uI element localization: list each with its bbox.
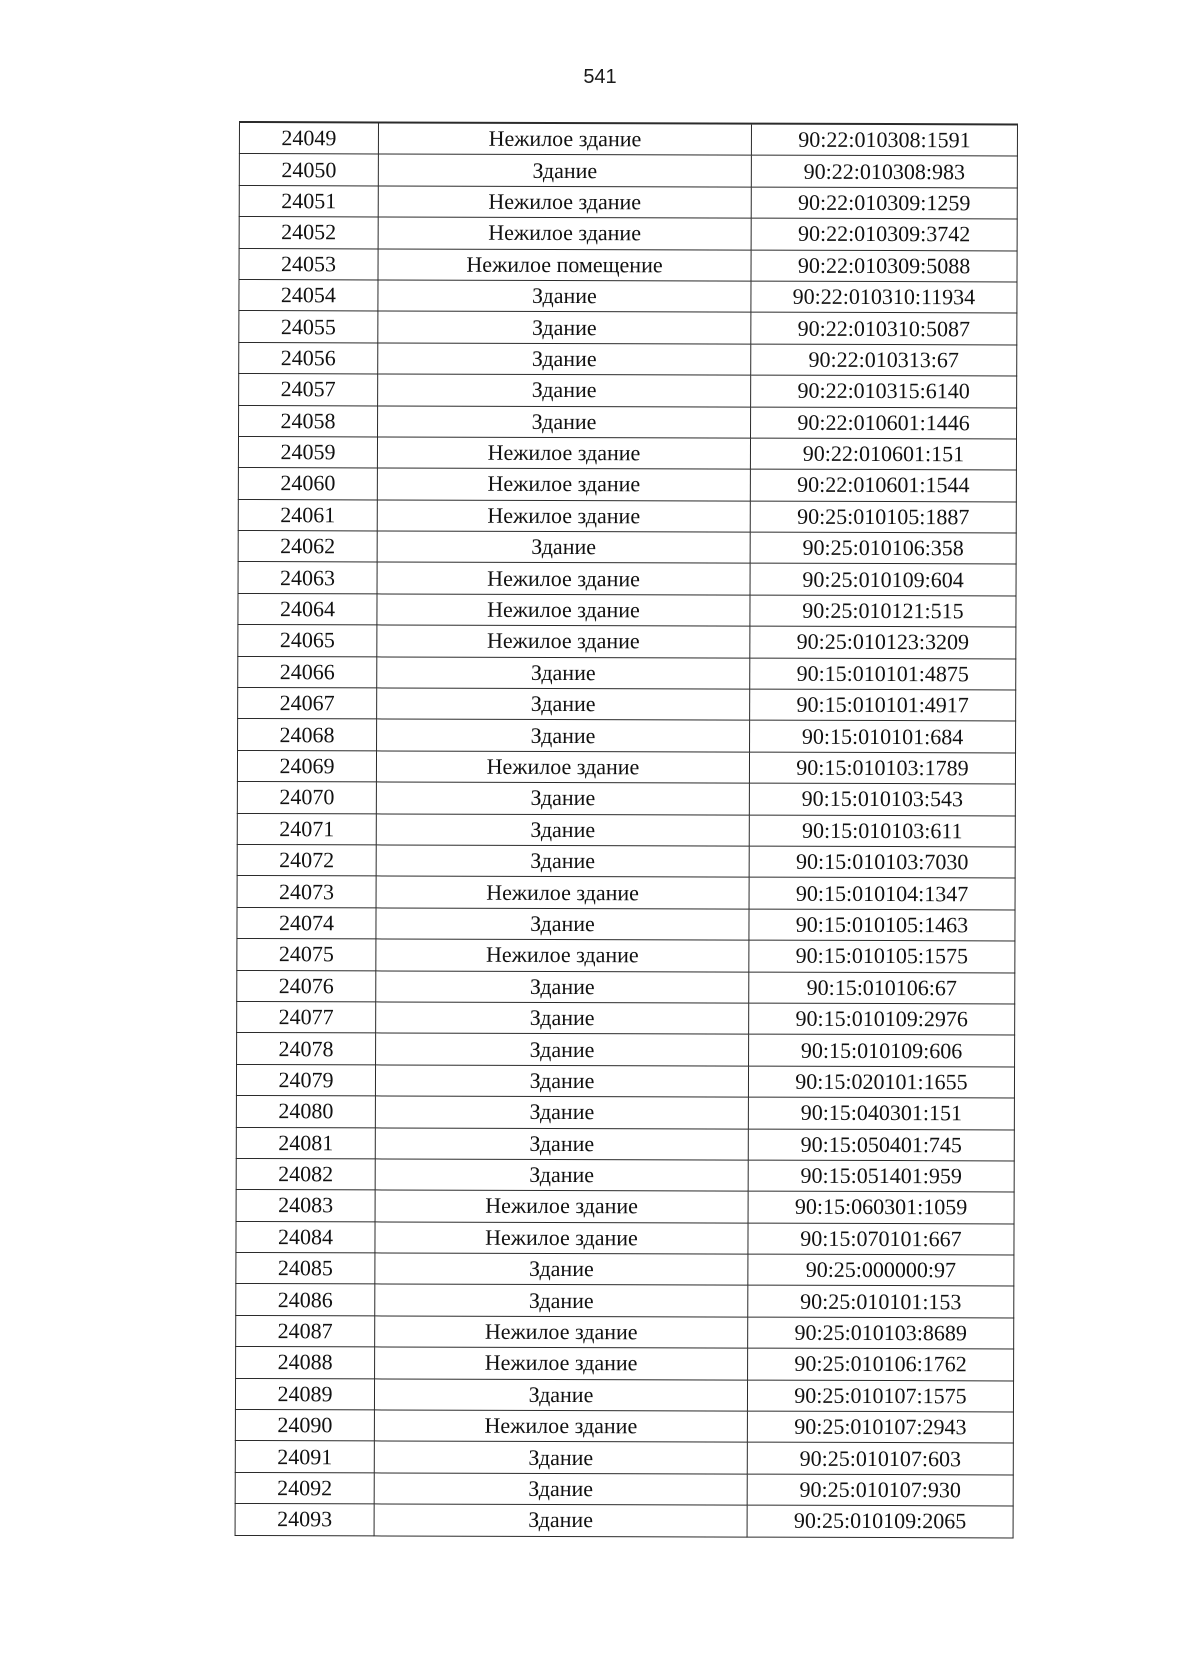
table-row [236, 1347, 1014, 1381]
object-type-cell: Здание [378, 154, 751, 187]
object-type-cell: Нежилое здание [378, 122, 751, 155]
row-number-cell: 24079 [236, 1064, 375, 1096]
table-row [237, 782, 1015, 816]
object-type-cell: Нежилое здание [377, 594, 750, 627]
object-type-cell: Здание [375, 1127, 748, 1160]
cadastral-number-cell: 90:15:010105:1463 [749, 909, 1015, 941]
object-type-cell: Здание [376, 908, 749, 941]
object-type-cell: Нежилое здание [376, 939, 749, 972]
row-number-cell: 24089 [235, 1378, 374, 1410]
table-row [237, 750, 1015, 784]
row-number-cell: 24086 [236, 1284, 375, 1316]
table-row [237, 1033, 1015, 1067]
table-row [238, 468, 1016, 502]
row-number-cell: 24056 [239, 342, 378, 374]
table-row [236, 1221, 1014, 1255]
row-number-cell: 24088 [236, 1347, 375, 1379]
cadastral-number-cell: 90:15:010103:611 [749, 815, 1015, 847]
row-number-cell: 24087 [236, 1315, 375, 1347]
object-type-cell: Здание [375, 1284, 748, 1317]
object-type-cell: Здание [377, 688, 750, 721]
table-row [236, 1064, 1014, 1098]
object-type-cell: Нежилое здание [375, 1222, 748, 1255]
cadastral-number-cell: 90:22:010309:5088 [751, 250, 1017, 282]
cadastral-number-cell: 90:15:040301:151 [748, 1097, 1014, 1129]
row-number-cell: 24060 [238, 468, 377, 500]
object-type-cell: Нежилое здание [377, 468, 750, 501]
cadastral-number-cell: 90:15:010103:7030 [749, 846, 1015, 878]
object-type-cell: Здание [376, 1002, 749, 1035]
row-number-cell: 24077 [237, 1001, 376, 1033]
cadastral-number-cell: 90:25:010106:358 [750, 532, 1016, 564]
object-type-cell: Нежилое здание [376, 876, 749, 909]
cadastral-number-cell: 90:22:010315:6140 [751, 375, 1017, 407]
object-type-cell: Здание [378, 311, 751, 344]
table-row [239, 374, 1017, 408]
object-type-cell: Нежилое здание [375, 1347, 748, 1380]
cadastral-number-cell: 90:15:010103:543 [749, 783, 1015, 815]
cadastral-number-cell: 90:15:060301:1059 [748, 1191, 1014, 1223]
object-type-cell: Здание [376, 1033, 749, 1066]
table-row [235, 1441, 1013, 1475]
table-row [239, 185, 1017, 219]
table-row [236, 1127, 1014, 1161]
cadastral-number-cell: 90:22:010310:5087 [751, 312, 1017, 344]
cadastral-number-cell: 90:25:010101:153 [748, 1286, 1014, 1318]
object-type-cell: Здание [376, 845, 749, 878]
object-type-cell: Нежилое здание [377, 562, 750, 595]
cadastral-number-cell: 90:25:010121:515 [750, 595, 1016, 627]
table-row [237, 1001, 1015, 1035]
table-row [236, 1315, 1014, 1349]
row-number-cell: 24072 [237, 844, 376, 876]
cadastral-number-cell: 90:15:010106:67 [749, 972, 1015, 1004]
row-number-cell: 24052 [239, 217, 378, 249]
row-number-cell: 24073 [237, 876, 376, 908]
row-number-cell: 24049 [239, 122, 378, 154]
table-row [238, 688, 1016, 722]
table-row [239, 248, 1017, 282]
table-row [237, 813, 1015, 847]
row-number-cell: 24093 [235, 1504, 374, 1536]
row-number-cell: 24067 [238, 688, 377, 720]
table-row [237, 844, 1015, 878]
object-type-cell: Здание [377, 719, 750, 752]
table-row [237, 907, 1015, 941]
cadastral-number-cell: 90:25:010123:3209 [750, 626, 1016, 658]
row-number-cell: 24059 [238, 436, 377, 468]
object-type-cell: Нежилое помещение [378, 249, 751, 282]
object-type-cell: Нежилое здание [377, 500, 750, 533]
cadastral-number-cell: 90:15:051401:959 [748, 1160, 1014, 1192]
cadastral-number-cell: 90:25:010107:930 [747, 1474, 1013, 1506]
cadastral-number-cell: 90:22:010601:151 [750, 438, 1016, 470]
row-number-cell: 24084 [236, 1221, 375, 1253]
table-row [239, 311, 1017, 345]
object-type-cell: Нежилое здание [374, 1410, 747, 1443]
object-type-cell: Нежилое здание [378, 217, 751, 250]
object-type-cell: Здание [377, 531, 750, 564]
row-number-cell: 24085 [236, 1253, 375, 1285]
table-row [239, 217, 1017, 251]
table-row [239, 154, 1017, 188]
row-number-cell: 24064 [238, 593, 377, 625]
cadastral-number-cell: 90:25:010107:603 [747, 1443, 1013, 1475]
table-row [238, 499, 1016, 533]
table-row [237, 876, 1015, 910]
cadastral-number-cell: 90:15:050401:745 [748, 1129, 1014, 1161]
table-row [238, 593, 1016, 627]
cadastral-number-cell: 90:25:000000:97 [748, 1254, 1014, 1286]
row-number-cell: 24063 [238, 562, 377, 594]
cadastral-number-cell: 90:22:010313:67 [751, 344, 1017, 376]
table-row [235, 1472, 1013, 1506]
cadastral-number-cell: 90:25:010105:1887 [750, 501, 1016, 533]
table-row [235, 1378, 1013, 1412]
row-number-cell: 24058 [239, 405, 378, 437]
page-number: 541 [583, 66, 617, 88]
table-row [235, 1504, 1013, 1538]
row-number-cell: 24065 [238, 625, 377, 657]
object-type-cell: Здание [376, 814, 749, 847]
object-type-cell: Здание [374, 1473, 747, 1506]
table-row [238, 531, 1016, 565]
object-type-cell: Здание [378, 405, 751, 438]
cadastral-number-cell: 90:15:070101:667 [748, 1223, 1014, 1255]
object-type-cell: Нежилое здание [378, 186, 751, 219]
row-number-cell: 24062 [238, 531, 377, 563]
row-number-cell: 24081 [236, 1127, 375, 1159]
row-number-cell: 24074 [237, 907, 376, 939]
cadastral-number-cell: 90:25:010107:2943 [747, 1411, 1013, 1443]
registry-table [235, 121, 1018, 1538]
cadastral-number-cell: 90:25:010107:1575 [747, 1380, 1013, 1412]
row-number-cell: 24071 [237, 813, 376, 845]
object-type-cell: Здание [376, 782, 749, 815]
object-type-cell: Нежилое здание [376, 751, 749, 784]
object-type-cell: Здание [375, 1159, 748, 1192]
cadastral-number-cell: 90:25:010103:8689 [748, 1317, 1014, 1349]
table-row [236, 1096, 1014, 1130]
registry-table-body [235, 122, 1017, 1538]
object-type-cell: Нежилое здание [375, 1190, 748, 1223]
row-number-cell: 24050 [239, 154, 378, 186]
row-number-cell: 24051 [239, 185, 378, 217]
row-number-cell: 24061 [238, 499, 377, 531]
table-row [236, 1253, 1014, 1287]
object-type-cell: Здание [374, 1504, 747, 1537]
table-row [239, 279, 1017, 313]
row-number-cell: 24068 [238, 719, 377, 751]
object-type-cell: Нежилое здание [377, 625, 750, 658]
cadastral-number-cell: 90:15:010101:684 [750, 721, 1016, 753]
table-row [236, 1284, 1014, 1318]
cadastral-number-cell: 90:15:010109:2976 [749, 1003, 1015, 1035]
object-type-cell: Здание [377, 657, 750, 690]
table-row [236, 1190, 1014, 1224]
object-type-cell: Здание [375, 1065, 748, 1098]
row-number-cell: 24082 [236, 1158, 375, 1190]
object-type-cell: Здание [376, 970, 749, 1003]
table-row [239, 342, 1017, 376]
table-row [239, 405, 1017, 439]
table-row [238, 436, 1016, 470]
cadastral-number-cell: 90:25:010109:604 [750, 564, 1016, 596]
cadastral-number-cell: 90:22:010308:1591 [751, 124, 1017, 157]
cadastral-number-cell: 90:15:010101:4875 [750, 658, 1016, 690]
object-type-cell: Здание [378, 374, 751, 407]
table-row [238, 625, 1016, 659]
row-number-cell: 24054 [239, 279, 378, 311]
row-number-cell: 24083 [236, 1190, 375, 1222]
row-number-cell: 24075 [237, 939, 376, 971]
row-number-cell: 24092 [235, 1472, 374, 1504]
cadastral-number-cell: 90:22:010309:3742 [751, 218, 1017, 250]
row-number-cell: 24053 [239, 248, 378, 280]
row-number-cell: 24076 [237, 970, 376, 1002]
row-number-cell: 24080 [236, 1096, 375, 1128]
cadastral-number-cell: 90:15:010104:1347 [749, 877, 1015, 909]
row-number-cell: 24078 [237, 1033, 376, 1065]
table-row [237, 970, 1015, 1004]
row-number-cell: 24091 [235, 1441, 374, 1473]
object-type-cell: Здание [378, 280, 751, 313]
row-number-cell: 24057 [239, 374, 378, 406]
table-row [236, 1158, 1014, 1192]
object-type-cell: Здание [374, 1441, 747, 1474]
cadastral-number-cell: 90:22:010601:1446 [751, 407, 1017, 439]
cadastral-number-cell: 90:25:010106:1762 [748, 1348, 1014, 1380]
cadastral-number-cell: 90:15:010101:4917 [750, 689, 1016, 721]
row-number-cell: 24090 [235, 1410, 374, 1442]
row-number-cell: 24070 [237, 782, 376, 814]
cadastral-number-cell: 90:15:010103:1789 [749, 752, 1015, 784]
table-row [238, 562, 1016, 596]
row-number-cell: 24066 [238, 656, 377, 688]
cadastral-number-cell: 90:22:010310:11934 [751, 281, 1017, 313]
table-row [238, 719, 1016, 753]
object-type-cell: Нежилое здание [375, 1316, 748, 1349]
cadastral-number-cell: 90:22:010309:1259 [751, 187, 1017, 219]
table-row [239, 122, 1017, 156]
cadastral-number-cell: 90:22:010601:1544 [750, 469, 1016, 501]
table-row [238, 656, 1016, 690]
cadastral-number-cell: 90:15:020101:1655 [748, 1066, 1014, 1098]
cadastral-number-cell: 90:25:010109:2065 [747, 1505, 1013, 1537]
object-type-cell: Здание [378, 343, 751, 376]
object-type-cell: Нежилое здание [377, 437, 750, 470]
object-type-cell: Здание [374, 1379, 747, 1412]
cadastral-number-cell: 90:15:010105:1575 [749, 940, 1015, 972]
row-number-cell: 24055 [239, 311, 378, 343]
cadastral-number-cell: 90:22:010308:983 [751, 156, 1017, 188]
table-row [235, 1410, 1013, 1444]
object-type-cell: Здание [375, 1096, 748, 1129]
cadastral-number-cell: 90:15:010109:606 [749, 1034, 1015, 1066]
row-number-cell: 24069 [237, 750, 376, 782]
object-type-cell: Здание [375, 1253, 748, 1286]
table-row [237, 939, 1015, 973]
